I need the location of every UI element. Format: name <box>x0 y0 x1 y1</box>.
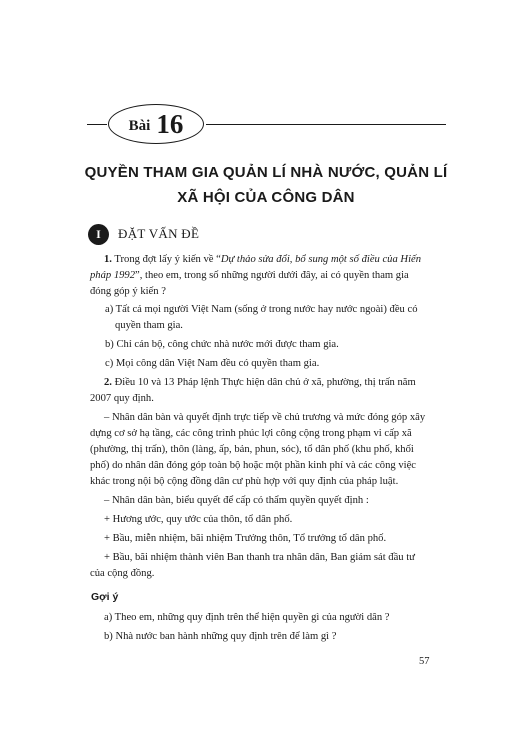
section-badge: I <box>88 224 109 245</box>
para-a-line-1: – Nhân dân bàn và quyết định trực tiếp về chủ trương và mức đóng góp xây <box>104 412 426 423</box>
plus-item-3-line-1: + Bầu, bãi nhiệm thành viên Ban thanh tra nhân dân, Ban giám sát đầu tư <box>104 552 415 563</box>
page-number: 57 <box>419 656 430 667</box>
para-a-line-2: dựng cơ sở hạ tầng, các công trình phúc lợi công cộng trong phạm vi cấp xã <box>90 428 412 439</box>
option-a-line-1: a) Tất cả mọi người Việt Nam (sống ở trong nước hay nước ngoài) đều có <box>105 304 418 315</box>
item1-number: 1. <box>104 254 112 265</box>
item2-line-1 <box>90 375 444 392</box>
section-title: ĐẶT VẤN ĐỀ <box>118 226 200 241</box>
plus-item-3-line-2: của cộng đồng. <box>90 568 155 579</box>
item1-line-1 <box>90 252 444 269</box>
plus-item-2: + Bầu, miễn nhiệm, bãi nhiệm Trưởng thôn, Tổ trưởng tổ dân phố. <box>104 533 387 544</box>
item1-line-2 <box>90 268 444 285</box>
para-a-line-5: khác trong nội bộ cộng đồng dân cư phù hợp với quy định của pháp luật. <box>90 476 399 487</box>
lesson-title-line-2: XÃ HỘI CỦA CÔNG DÂN <box>177 189 355 206</box>
item2-number: 2. <box>104 377 112 388</box>
option-c: c) Mọi công dân Việt Nam đều có quyền tham gia. <box>105 358 320 369</box>
lesson-badge <box>108 104 204 144</box>
item1-line-3: đóng góp ý kiến ? <box>90 286 166 297</box>
option-a-line-2: quyền tham gia. <box>115 320 183 331</box>
para-a-line-4: phố) do nhân dân đóng góp toàn bộ hoặc một phần kinh phí và các công việc <box>90 460 416 471</box>
item1-italic-a: Dự thảo sửa đổi, bổ sung một số điều của Hiến <box>220 254 422 265</box>
item2-line-2: 2007 quy định. <box>90 393 154 404</box>
lesson-number: 16 <box>156 108 184 139</box>
header-rule-left <box>87 124 107 125</box>
plus-item-1: + Hương ước, quy ước của thôn, tổ dân phố. <box>104 514 293 525</box>
hint-heading: Gợi ý <box>91 591 119 603</box>
option-b: b) Chỉ cán bộ, công chức nhà nước mới được tham gia. <box>105 339 339 350</box>
hint-question-b: b) Nhà nước ban hành những quy định trên để làm gì ? <box>104 631 337 642</box>
header-rule-right <box>206 124 446 125</box>
para-a-line-3: (phường, thị trấn), thôn (làng, ấp, bản, phun, sóc), tổ dân phố (khu phố, khối <box>90 444 414 455</box>
para-b: – Nhân dân bàn, biểu quyết để cấp có thẩm quyền quyết định : <box>104 495 369 506</box>
item1-italic-b: pháp 1992 <box>90 270 136 281</box>
lesson-word: Bài <box>128 117 151 134</box>
item1-text-b: ”, theo em, trong số những người dưới đây, ai có quyền tham gia <box>135 270 409 281</box>
item2-text: Điều 10 và 13 Pháp lệnh Thực hiện dân chủ ở xã, phường, thị trấn năm <box>111 377 416 388</box>
lesson-title-line-1: QUYỀN THAM GIA QUẢN LÍ NHÀ NƯỚC, QUẢN LÍ <box>84 164 448 181</box>
hint-question-a: a) Theo em, những quy định trên thể hiện quyền gì của người dân ? <box>104 612 390 623</box>
item1-text-a: Trong đợt lấy ý kiến về “ <box>111 254 221 265</box>
